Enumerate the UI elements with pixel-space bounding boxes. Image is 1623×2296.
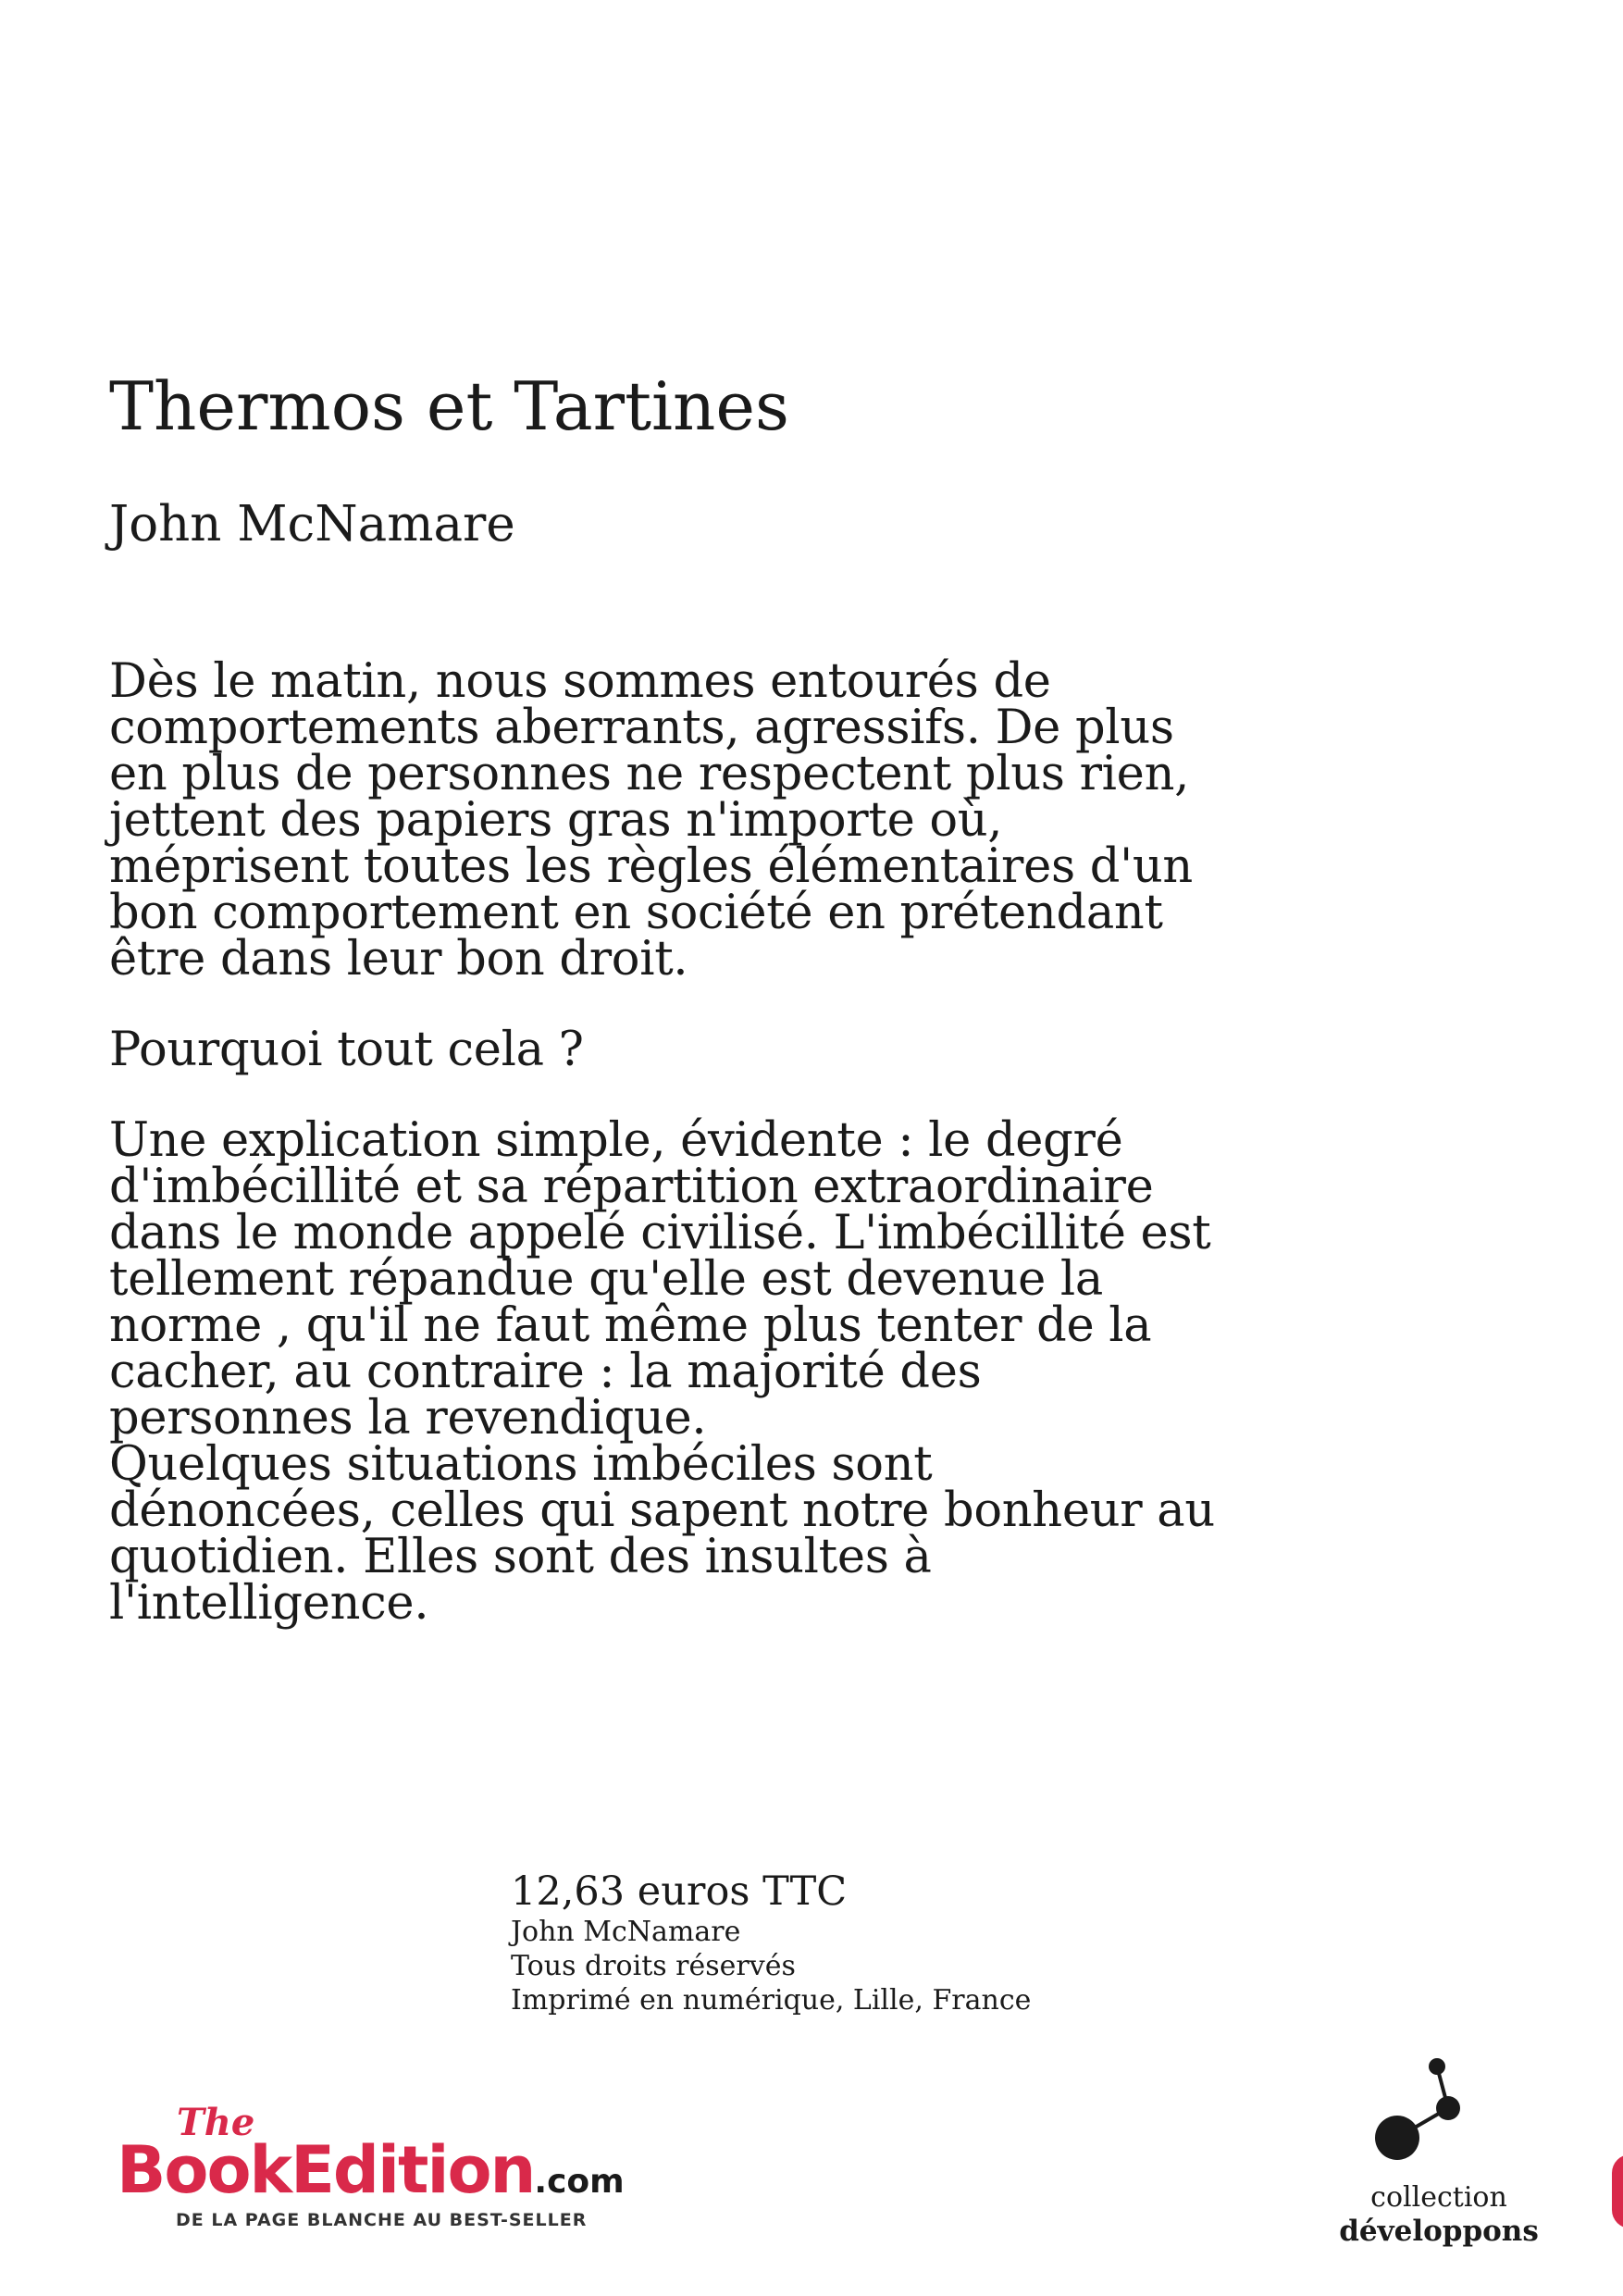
publisher-logo-name: BookEdition xyxy=(117,2132,535,2208)
info-author: John McNamare xyxy=(511,1916,741,1949)
collection-logo xyxy=(1323,2045,1564,2249)
publisher-tagline: DE LA PAGE BLANCHE AU BEST-SELLER xyxy=(176,2210,588,2230)
edge-decoration xyxy=(1612,2154,1623,2228)
blurb-question: Pourquoi tout cela ? xyxy=(109,1023,584,1077)
publication-info xyxy=(511,1869,1031,2017)
back-cover-blurb xyxy=(109,654,1247,1631)
collection-label: collection xyxy=(1370,2181,1507,2214)
printing-notice: Imprimé en numérique, Lille, France xyxy=(511,1984,1032,2017)
blurb-paragraph: Une explication simple, évidente : le degré d'imbécillité et sa répartition extraordinaire dans le monde appelé civilisé. L'imbécillité est tellement répandue qu'elle est devenue la norme , qu'il ne faut même plus tenter de la cacher, au contraire : la majorité des personnes la revendique. Quelques situations imbéciles sont dénoncées, celles qui sapent notre bonheur au quotidien. Elles sont des insultes à l'intelligence. xyxy=(109,1113,1215,1631)
collection-name: développons xyxy=(1339,2215,1539,2248)
molecule-icon xyxy=(1323,2045,1564,2184)
publisher-logo-wordmark xyxy=(117,2132,625,2208)
publisher-logo xyxy=(117,2101,653,2234)
publisher-logo-the: The xyxy=(177,2101,255,2144)
book-title: Thermos et Tartines xyxy=(109,367,789,445)
blurb-paragraph: Dès le matin, nous sommes entourés de comportements aberrants, agressifs. De plus en plus de personnes ne respectent plus rien, jettent des papiers gras n'importe où, méprisent toutes les règles élémentaires d'un bon comportement en société en prétendant être dans leur bon droit. xyxy=(109,654,1193,987)
publisher-logo-domain: .com xyxy=(534,2163,625,2201)
price: 12,63 euros TTC xyxy=(511,1868,848,1915)
book-author: John McNamare xyxy=(109,496,515,552)
rights-notice: Tous droits réservés xyxy=(511,1950,796,1983)
